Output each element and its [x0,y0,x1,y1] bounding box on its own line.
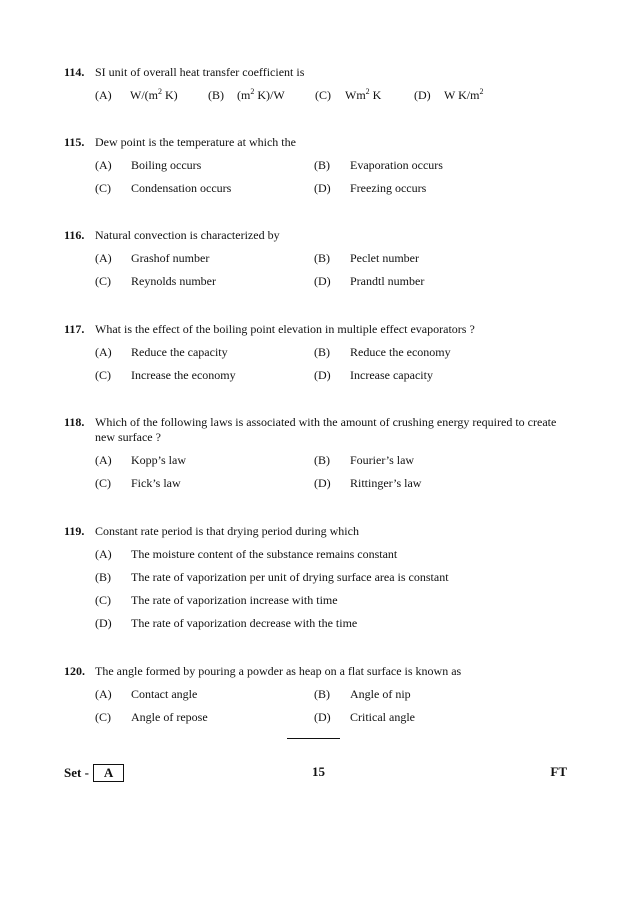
option-d: (D) Freezing occurs [314,181,427,195]
set-label: Set - [64,765,89,780]
option-c: (C) Wm$^2$ K [315,87,382,102]
option-b: (B) Peclet number [314,251,419,265]
question-number: 118. [64,415,85,429]
question-text: SI unit of overall heat transfer coefficient is [95,65,305,79]
question-number: 114. [64,65,85,79]
question-number: 116. [64,228,85,242]
question-118 [64,415,574,499]
question-number: 119. [64,524,85,538]
question-114 [64,65,574,108]
option-a: (A) Contact angle [95,687,198,701]
question-115 [64,135,574,204]
question-text: Natural convection is characterized by [95,228,280,242]
option-b: (B) The rate of vaporization per unit of drying surface area is constant [95,570,449,584]
option-c: (C) Condensation occurs [95,181,232,195]
page-footer [64,762,567,782]
option-d: (D) Rittinger’s law [314,476,422,490]
question-text: The angle formed by pouring a powder as heap on a flat surface is known as [95,664,462,678]
end-divider [287,738,340,739]
option-b: (B) ($m^2$ K)/W [208,87,285,102]
option-d: (D) Critical angle [314,710,415,724]
option-b: (B) Angle of nip [314,687,411,701]
question-120 [64,664,574,733]
option-d: (D) W $K/m^2$ [414,87,484,102]
question-number: 115. [64,135,85,149]
option-c: (C) Reynolds number [95,274,216,288]
option-a: (A) $W/(m^2$ K) [95,87,178,102]
set-value-box: A [93,764,124,782]
option-b: (B) Evaporation occurs [314,158,443,172]
question-number: 120. [64,664,85,678]
option-c: (C) The rate of vaporization increase with time [95,593,338,607]
option-a: (A) Grashof number [95,251,210,265]
question-119 [64,524,574,639]
option-c: (C) Angle of repose [95,710,208,724]
option-c: (C) Fick’s law [95,476,181,490]
question-117 [64,322,574,391]
question-text: Which of the following laws is associated with the amount of crushing energy required to create new surface ? [95,415,557,444]
option-a: (A) Boiling occurs [95,158,202,172]
option-a: (A) Kopp’s law [95,453,186,467]
option-d: (D) Increase capacity [314,368,433,382]
option-b: (B) Reduce the economy [314,345,451,359]
question-116 [64,228,574,297]
option-d: (D) The rate of vaporization decrease with the time [95,616,358,630]
paper-code: FT [550,764,567,779]
page-number: 15 [312,764,325,779]
question-text: Constant rate period is that drying period during which [95,524,359,538]
option-a: (A) The moisture content of the substance remains constant [95,547,398,561]
option-d: (D) Prandtl number [314,274,425,288]
option-c: (C) Increase the economy [95,368,236,382]
set-indicator [64,764,124,782]
question-number: 117. [64,322,85,336]
option-a: (A) Reduce the capacity [95,345,228,359]
option-b: (B) Fourier’s law [314,453,415,467]
question-text: Dew point is the temperature at which the [95,135,296,149]
question-text: What is the effect of the boiling point elevation in multiple effect evaporators ? [95,322,475,336]
